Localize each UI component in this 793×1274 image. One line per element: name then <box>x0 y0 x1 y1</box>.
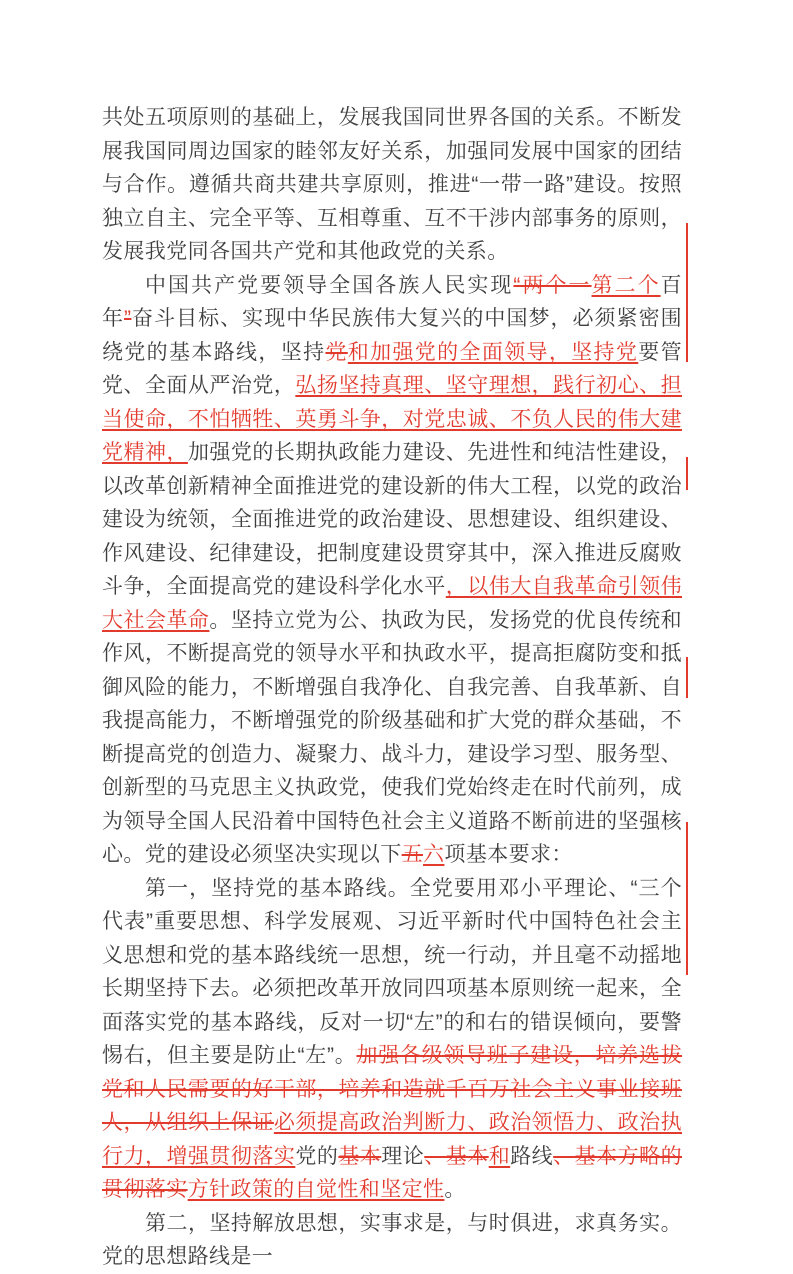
deleted-text: 、基本方略的贯彻落实 <box>102 1144 682 1201</box>
paragraph <box>102 101 682 269</box>
revision-change-bar <box>686 457 688 490</box>
deleted-text: 五 <box>401 843 424 866</box>
text-run: 要管党、全面从严治党， <box>102 340 682 397</box>
revision-change-bar <box>686 657 688 698</box>
text-run: 。 <box>444 1178 466 1201</box>
text-run: 路线 <box>510 1144 554 1168</box>
text-run: 中国共产党要领导全国各族人民实现 <box>145 273 514 297</box>
text-run: 第二，坚持解放思想，实事求是，与时俱进，求真务实。党的思想路线是一 <box>102 1211 682 1268</box>
inserted-text: 必须提高政治判断力、政治领悟力、政治执行力，增强贯彻落实 <box>102 1111 682 1168</box>
inserted-text: 六 <box>423 843 445 866</box>
document-text <box>102 101 682 1274</box>
inserted-text: 和 <box>488 1144 511 1168</box>
text-run: 第一，坚持党的基本路线。全党要用邓小平理论、“三个代表”重要思想、科学发展观、习近平新时代中国特色社会主义思想和党的基本路线统一思想，统一行动，并且毫不动摇地长期坚持下去。必须把改革开放同四项基本原则统一起来，全面落实党的基本路线，反对一切“左”的和右的错误倾向，要警惕右，但主要是防止“左”。 <box>102 876 682 1067</box>
deleted-text: ” <box>124 307 132 330</box>
text-run: 党的 <box>295 1144 339 1168</box>
paragraph <box>102 269 682 872</box>
inserted-text: ，以伟大自我革命引领伟大社会革命 <box>102 575 682 632</box>
inserted-text: 第二个 <box>591 273 661 297</box>
text-run: 理论 <box>381 1144 425 1168</box>
text-run: 加强党的长期执政能力建设、先进性和纯洁性建设，以改革创新精神全面推进党的建设新的伟大工程，以党的政治建设为统领，全面推进党的政治建设、思想建设、组织建设、作风建设、纪律建设，把制度建设贯穿其中，深入推进反腐败斗争，全面提高党的建设科学化水平 <box>102 441 682 598</box>
deleted-text: 、基本 <box>424 1144 489 1168</box>
inserted-text: 弘扬坚持真理、坚守理想，践行初心、担当使命，不怕牺牲、英勇斗争，对党忠诚、不负人民的伟大建党精神， <box>102 374 682 464</box>
text-run: 百年 <box>102 273 683 330</box>
text-run: 奋斗目标、实现中华民族伟大复兴的中国梦，必须紧密围绕党的基本路线，坚持 <box>102 307 682 364</box>
deleted-text: 党 <box>325 340 348 364</box>
paragraph <box>102 872 682 1207</box>
paragraph <box>102 1207 682 1274</box>
text-run: 共处五项原则的基础上，发展我国同世界各国的关系。不断发展我国同周边国家的睦邻友好关系，加强同发展中国家的团结与合作。遵循共商共建共享原则，推进“一带一路”建设。按照独立自主、完全平等、互相尊重、互不干涉内部事务的原则，发展我党同各国共产党和其他政党的关系。 <box>102 106 682 263</box>
deleted-text: “两个一 <box>513 273 592 297</box>
deleted-text: 加强各级领导班子建设，培养选拔党和人民需要的好干部，培养和造就千百万社会主义事业接班人，从组织上保证 <box>102 1044 683 1134</box>
revision-change-bar <box>686 822 688 975</box>
text-run: 。坚持立党为公、执政为民，发扬党的优良传统和作风，不断提高党的领导水平和执政水平，提高拒腐防变和抵御风险的能力，不断增强自我净化、自我完善、自我革新、自我提高能力，不断增强党的阶级基础和扩大党的群众基础，不断提高党的创造力、凝聚力、战斗力，建设学习型、服务型、创新型的马克思主义执政党，使我们党始终走在时代前列，成为领导全国人民沿着中国特色社会主义道路不断前进的坚强核心。党的建设必须坚决实现以下 <box>102 608 682 866</box>
deleted-text: 基本 <box>338 1144 382 1168</box>
inserted-text: 方针政策的自觉性和坚定性 <box>187 1178 445 1201</box>
inserted-text: 和加强党的全面领导，坚持党 <box>347 340 639 364</box>
revision-change-bar <box>686 223 688 362</box>
text-run: 项基本要求： <box>444 843 573 866</box>
